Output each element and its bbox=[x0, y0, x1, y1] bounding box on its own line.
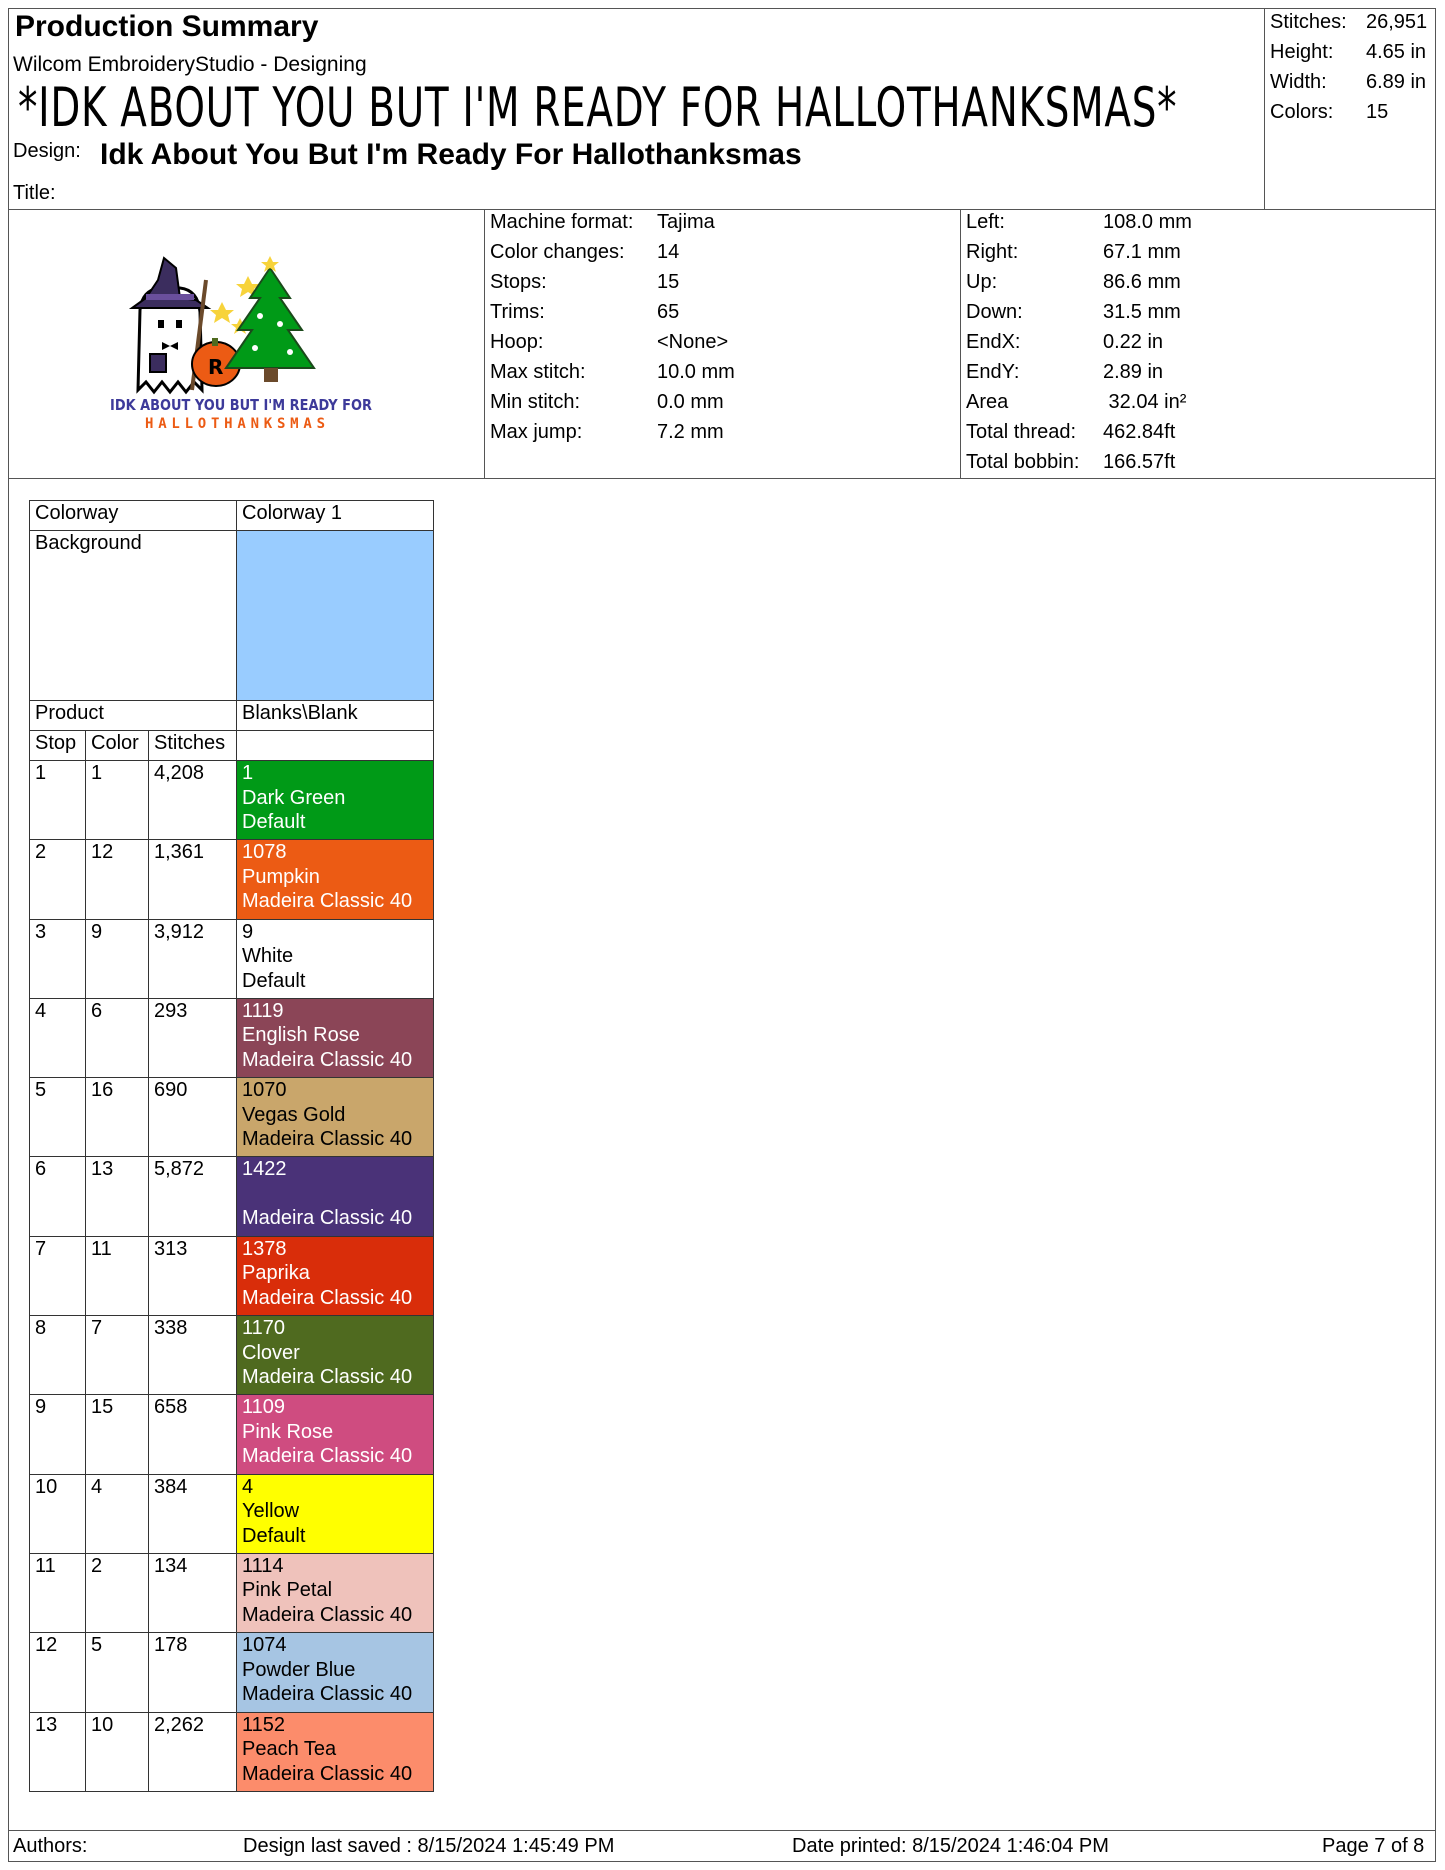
summary-label: Width: bbox=[1270, 71, 1327, 93]
divider bbox=[1264, 8, 1265, 209]
extents-label: Down: bbox=[966, 301, 1023, 323]
extents-label: Up: bbox=[966, 271, 998, 293]
header-stop: Stop bbox=[30, 731, 86, 761]
thread-row bbox=[30, 1474, 434, 1553]
header-color: Color bbox=[86, 731, 149, 761]
thread-brand: Default bbox=[242, 1524, 306, 1547]
thread-code: 1109 bbox=[242, 1396, 286, 1419]
footer-saved: Design last saved : 8/15/2024 1:45:49 PM bbox=[243, 1835, 615, 1857]
thread-row bbox=[30, 1236, 434, 1315]
thread-stop: 8 bbox=[30, 1316, 86, 1395]
extents-value: 67.1 mm bbox=[1103, 241, 1181, 263]
thread-stop: 5 bbox=[30, 1078, 86, 1157]
thread-color: 2 bbox=[86, 1553, 149, 1632]
thread-row bbox=[30, 1395, 434, 1474]
thread-name: Clover bbox=[242, 1341, 300, 1364]
page-title: Production Summary bbox=[15, 10, 319, 43]
thread-stitches: 338 bbox=[149, 1316, 237, 1395]
header-row bbox=[30, 731, 434, 761]
thread-stitches: 658 bbox=[149, 1395, 237, 1474]
extents-label: Area bbox=[966, 391, 1009, 413]
summary-value: 6.89 in bbox=[1366, 71, 1427, 93]
thread-color: 11 bbox=[86, 1236, 149, 1315]
thread-name: White bbox=[242, 945, 294, 968]
thread-brand: Madeira Classic 40 bbox=[242, 1762, 413, 1785]
machine-label: Machine format: bbox=[490, 211, 634, 233]
summary-label: Stitches: bbox=[1270, 11, 1347, 33]
extents-value: 166.57ft bbox=[1103, 451, 1176, 473]
summary-value: 26,951 bbox=[1366, 11, 1428, 33]
extents-label: Total bobbin: bbox=[966, 451, 1080, 473]
title-label: Title: bbox=[13, 182, 56, 204]
thread-color: 5 bbox=[86, 1633, 149, 1712]
thread-brand: Madeira Classic 40 bbox=[242, 1207, 413, 1230]
thread-swatch bbox=[237, 1157, 434, 1236]
thread-stitches: 178 bbox=[149, 1633, 237, 1712]
thread-brand: Madeira Classic 40 bbox=[242, 1286, 413, 1309]
thread-name: Yellow bbox=[242, 1500, 300, 1523]
thread-swatch bbox=[237, 1078, 434, 1157]
thread-brand: Madeira Classic 40 bbox=[242, 1445, 413, 1468]
product-row bbox=[30, 701, 434, 731]
machine-value: 0.0 mm bbox=[657, 391, 724, 413]
thread-stitches: 3,912 bbox=[149, 919, 237, 998]
thread-stop: 10 bbox=[30, 1474, 86, 1553]
divider bbox=[8, 478, 1436, 479]
header-swatch bbox=[237, 731, 434, 761]
extents-value: 31.5 mm bbox=[1103, 301, 1181, 323]
design-name: Idk About You But I'm Ready For Hallothanksmas bbox=[100, 138, 802, 171]
machine-label: Hoop: bbox=[490, 331, 544, 353]
summary-value: 15 bbox=[1366, 101, 1389, 123]
thread-row bbox=[30, 1712, 434, 1791]
product-label: Product bbox=[30, 701, 237, 731]
preview-caption-bottom: HALLOTHANKSMAS bbox=[145, 416, 325, 432]
extents-label: Left: bbox=[966, 211, 1005, 233]
thread-stop: 7 bbox=[30, 1236, 86, 1315]
extents-label: EndX: bbox=[966, 331, 1021, 353]
footer-printed: Date printed: 8/15/2024 1:46:04 PM bbox=[792, 1835, 1109, 1857]
machine-value: 7.2 mm bbox=[657, 421, 724, 443]
thread-stop: 13 bbox=[30, 1712, 86, 1791]
thread-stitches: 384 bbox=[149, 1474, 237, 1553]
thread-name bbox=[242, 1182, 433, 1207]
summary-value: 4.65 in bbox=[1366, 41, 1427, 63]
thread-row bbox=[30, 1553, 434, 1632]
thread-brand: Madeira Classic 40 bbox=[242, 890, 413, 913]
machine-label: Stops: bbox=[490, 271, 547, 293]
thread-code: 9 bbox=[242, 920, 254, 943]
thread-stop: 1 bbox=[30, 761, 86, 840]
thread-code: 1070 bbox=[242, 1079, 287, 1102]
thread-stitches: 293 bbox=[149, 998, 237, 1077]
app-name: Wilcom EmbroideryStudio - Designing bbox=[13, 53, 367, 76]
thread-stop: 6 bbox=[30, 1157, 86, 1236]
extents-label: Total thread: bbox=[966, 421, 1077, 443]
divider bbox=[8, 1830, 1436, 1831]
svg-text:R: R bbox=[208, 355, 224, 379]
machine-value: 15 bbox=[657, 271, 680, 293]
extents-value: 2.89 in bbox=[1103, 361, 1164, 383]
extents-value: 32.04 in² bbox=[1103, 391, 1187, 413]
thread-code: 1114 bbox=[242, 1554, 284, 1577]
thread-name: Pink Rose bbox=[242, 1420, 334, 1443]
thread-stop: 9 bbox=[30, 1395, 86, 1474]
thread-swatch bbox=[237, 1316, 434, 1395]
machine-value: 10.0 mm bbox=[657, 361, 735, 383]
design-preview bbox=[110, 250, 390, 440]
machine-value: 65 bbox=[657, 301, 680, 323]
thread-name: Vegas Gold bbox=[242, 1103, 346, 1126]
thread-stop: 4 bbox=[30, 998, 86, 1077]
thread-row bbox=[30, 761, 434, 840]
thread-row bbox=[30, 1078, 434, 1157]
footer-authors: Authors: bbox=[13, 1835, 88, 1857]
thread-code: 1378 bbox=[242, 1237, 287, 1260]
machine-label: Trims: bbox=[490, 301, 545, 323]
thread-swatch bbox=[237, 1474, 434, 1553]
extents-value: 86.6 mm bbox=[1103, 271, 1181, 293]
thread-row bbox=[30, 840, 434, 919]
summary-label: Height: bbox=[1270, 41, 1334, 63]
thread-row bbox=[30, 1316, 434, 1395]
thread-stop: 3 bbox=[30, 919, 86, 998]
background-label: Background bbox=[30, 531, 237, 701]
thread-row bbox=[30, 998, 434, 1077]
machine-label: Max stitch: bbox=[490, 361, 586, 383]
thread-swatch bbox=[237, 1395, 434, 1474]
thread-swatch bbox=[237, 1553, 434, 1632]
thread-swatch bbox=[237, 840, 434, 919]
thread-stitches: 5,872 bbox=[149, 1157, 237, 1236]
thread-swatch bbox=[237, 761, 434, 840]
thread-row bbox=[30, 1633, 434, 1712]
preview-caption-top: IDK ABOUT YOU BUT I'M READY FOR bbox=[110, 396, 373, 414]
thread-color: 9 bbox=[86, 919, 149, 998]
thread-stop: 11 bbox=[30, 1553, 86, 1632]
thread-stitches: 2,262 bbox=[149, 1712, 237, 1791]
thread-code: 1170 bbox=[242, 1317, 286, 1340]
thread-stitches: 1,361 bbox=[149, 840, 237, 919]
design-banner: *IDK ABOUT YOU BUT I'M READY FOR HALLOTHANKSMAS* bbox=[18, 76, 1178, 139]
thread-swatch bbox=[237, 1633, 434, 1712]
product-value: Blanks\Blank bbox=[237, 701, 434, 731]
thread-row bbox=[30, 1157, 434, 1236]
thread-stitches: 313 bbox=[149, 1236, 237, 1315]
thread-brand: Madeira Classic 40 bbox=[242, 1603, 413, 1626]
thread-brand: Default bbox=[242, 811, 306, 833]
thread-code: 1422 bbox=[242, 1158, 287, 1181]
thread-brand: Madeira Classic 40 bbox=[242, 1366, 413, 1389]
thread-brand: Madeira Classic 40 bbox=[242, 1683, 413, 1706]
header-stitches: Stitches bbox=[149, 731, 237, 761]
extents-value: 0.22 in bbox=[1103, 331, 1164, 353]
background-row bbox=[30, 531, 434, 701]
thread-code: 1119 bbox=[242, 999, 284, 1022]
thread-color: 16 bbox=[86, 1078, 149, 1157]
colorway-label: Colorway bbox=[30, 501, 237, 531]
colorway-row bbox=[30, 501, 434, 531]
thread-code: 4 bbox=[242, 1475, 254, 1498]
thread-swatch bbox=[237, 1236, 434, 1315]
thread-name: Powder Blue bbox=[242, 1658, 356, 1681]
thread-name: Pink Petal bbox=[242, 1579, 333, 1602]
thread-brand: Madeira Classic 40 bbox=[242, 1048, 413, 1071]
thread-name: Peach Tea bbox=[242, 1738, 337, 1761]
thread-stop: 12 bbox=[30, 1633, 86, 1712]
background-swatch bbox=[237, 531, 434, 701]
thread-color: 7 bbox=[86, 1316, 149, 1395]
thread-name: Pumpkin bbox=[242, 865, 320, 888]
machine-label: Color changes: bbox=[490, 241, 625, 263]
machine-label: Min stitch: bbox=[490, 391, 581, 413]
divider bbox=[8, 209, 1436, 210]
thread-stop: 2 bbox=[30, 840, 86, 919]
colorway-name: Colorway 1 bbox=[237, 501, 434, 531]
thread-color: 10 bbox=[86, 1712, 149, 1791]
thread-swatch bbox=[237, 919, 434, 998]
thread-brand: Madeira Classic 40 bbox=[242, 1128, 413, 1151]
thread-code: 1078 bbox=[242, 841, 287, 864]
thread-color: 6 bbox=[86, 998, 149, 1077]
thread-name: Paprika bbox=[242, 1262, 310, 1285]
thread-name: Dark Green bbox=[242, 786, 346, 809]
thread-swatch bbox=[237, 998, 434, 1077]
summary-label: Colors: bbox=[1270, 101, 1334, 123]
extents-label: EndY: bbox=[966, 361, 1020, 383]
colorway-table bbox=[29, 500, 434, 1792]
design-label: Design: bbox=[13, 140, 81, 162]
thread-code: 1074 bbox=[242, 1634, 287, 1657]
extents-value: 462.84ft bbox=[1103, 421, 1176, 443]
thread-brand: Default bbox=[242, 969, 306, 992]
thread-name: English Rose bbox=[242, 1024, 360, 1047]
thread-color: 15 bbox=[86, 1395, 149, 1474]
thread-swatch bbox=[237, 1712, 434, 1791]
thread-stitches: 4,208 bbox=[149, 761, 237, 840]
thread-color: 1 bbox=[86, 761, 149, 840]
machine-label: Max jump: bbox=[490, 421, 583, 443]
machine-value: 14 bbox=[657, 241, 680, 263]
footer-page: Page 7 of 8 bbox=[1322, 1835, 1425, 1857]
thread-code: 1152 bbox=[242, 1713, 286, 1736]
machine-value: <None> bbox=[657, 331, 729, 353]
divider bbox=[484, 209, 485, 478]
thread-row bbox=[30, 919, 434, 998]
thread-stitches: 134 bbox=[149, 1553, 237, 1632]
thread-color: 4 bbox=[86, 1474, 149, 1553]
thread-code: 1 bbox=[242, 762, 254, 784]
extents-label: Right: bbox=[966, 241, 1019, 263]
divider bbox=[960, 209, 961, 478]
machine-value: Tajima bbox=[657, 211, 715, 233]
extents-value: 108.0 mm bbox=[1103, 211, 1192, 233]
thread-color: 12 bbox=[86, 840, 149, 919]
thread-color: 13 bbox=[86, 1157, 149, 1236]
thread-stitches: 690 bbox=[149, 1078, 237, 1157]
